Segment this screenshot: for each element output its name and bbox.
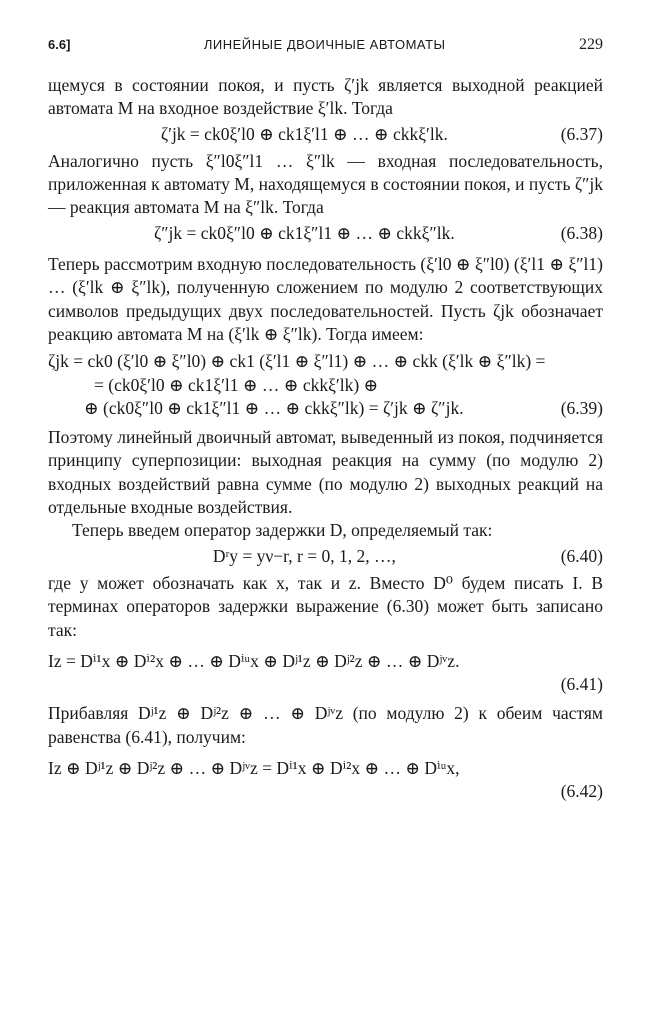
equation-number: (6.37) <box>560 123 603 144</box>
paragraph: Аналогично пусть ξ″l0ξ″l1 … ξ″lk — входная последовательность, приложенная к автомату M, находящемуся в состоянии покоя, и пусть ζ″jk — реакция автомата M на ξ″lk. Тогда <box>48 150 603 218</box>
equation-number: (6.42) <box>560 781 603 802</box>
equation-6-39-line-2 <box>48 374 603 397</box>
running-title: ЛИНЕЙНЫЕ ДВОИЧНЫЕ АВТОМАТЫ <box>203 37 446 52</box>
equation-expression: Iz ⊕ Dʲ¹z ⊕ Dʲ²z ⊕ … ⊕ Dʲᵛz = Dⁱ¹x ⊕ Dⁱ²x ⊕ … ⊕ Dⁱᵘx, <box>48 758 460 779</box>
paragraph-text: Теперь введем оператор задержки D, определяемый так: <box>72 520 493 541</box>
equation-6-38 <box>48 222 603 245</box>
book-page <box>48 36 603 804</box>
equation-expression: = (ck0ξ′l0 ⊕ ck1ξ′l1 ⊕ … ⊕ ckkξ′lk) ⊕ <box>94 374 379 395</box>
equation-number: (6.38) <box>560 222 603 243</box>
equation-6-37 <box>48 123 603 146</box>
equation-number: (6.41) <box>560 674 603 695</box>
equation-number: (6.39) <box>560 397 603 418</box>
page-body <box>48 74 603 804</box>
equation-expression: ζ″jk = ck0ξ″l0 ⊕ ck1ξ″l1 ⊕ … ⊕ ckkξ″lk. <box>153 222 455 243</box>
equation-expression: ⊕ (ck0ξ″l0 ⊕ ck1ξ″l1 ⊕ … ⊕ ckkξ″lk) = ζ′jk ⊕ ζ″jk. <box>84 397 464 418</box>
equation-6-41 <box>48 650 603 673</box>
paragraph: Поэтому линейный двоичный автомат, выведенный из покоя, подчиняется принципу суперпозиции: выходная реакция на сумму (по модулю 2) входных воздействий равна сумме (по модулю 2) выходных реакций на отдельные входные воздействия. <box>48 427 603 518</box>
equation-number: (6.40) <box>560 545 603 566</box>
paragraph: щемуся в состоянии покоя, и пусть ζ′jk является выходной реакцией автомата M на входное воздействие ξ′lk. Тогда <box>48 75 603 119</box>
paragraph: где y может обозначать как x, так и z. Вместо D⁰ будем писать I. В терминах операторов задержки выражение (6.30) может быть записано так: <box>48 572 603 640</box>
paragraph <box>48 519 603 542</box>
equation-expression: ζ′jk = ck0ξ′l0 ⊕ ck1ξ′l1 ⊕ … ⊕ ckkξ′lk. <box>160 123 448 144</box>
equation-expression: Iz = Dⁱ¹x ⊕ Dⁱ²x ⊕ … ⊕ Dⁱᵘx ⊕ Dʲ¹z ⊕ Dʲ²z ⊕ … ⊕ Dʲᵛz. <box>48 650 460 671</box>
equation-6-39-line-1 <box>48 350 603 373</box>
equation-6-42 <box>48 757 603 780</box>
section-number: 6.6] <box>48 37 71 52</box>
running-header <box>48 36 603 58</box>
equation-expression: ζjk = ck0 (ξ′l0 ⊕ ξ″l0) ⊕ ck1 (ξ′l1 ⊕ ξ″l1) ⊕ … ⊕ ckk (ξ′lk ⊕ ξ″lk) = <box>48 351 546 372</box>
equation-6-40 <box>48 545 603 568</box>
equation-expression: Dʳy = yν−r, r = 0, 1, 2, …, <box>212 545 396 566</box>
paragraph: Теперь рассмотрим входную последовательность (ξ′l0 ⊕ ξ″l0) (ξ′l1 ⊕ ξ″l1) … (ξ′lk ⊕ ξ″lk), полученную сложением по модулю 2 соответствующих символов предыдущих двух последовательностей. Пусть ζjk обозначает реакцию автомата M на (ξ′lk ⊕ ξ″lk). Тогда имеем: <box>48 254 603 344</box>
page-number: 229 <box>579 36 603 53</box>
equation-6-39-line-3 <box>48 397 603 420</box>
paragraph: Прибавляя Dʲ¹z ⊕ Dʲ²z ⊕ … ⊕ Dʲᵛz (по модулю 2) к обеим частям равенства (6.41), получим: <box>48 703 603 747</box>
